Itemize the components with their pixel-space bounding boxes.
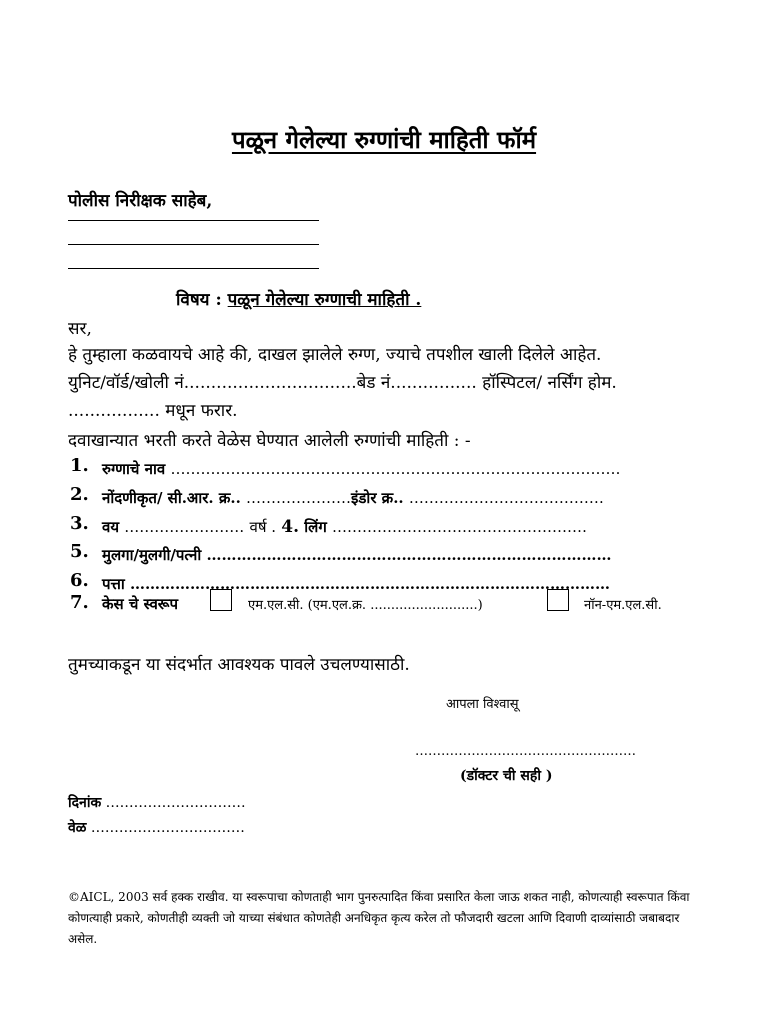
mlc-checkbox[interactable]	[210, 589, 232, 611]
non-mlc-checkbox[interactable]	[547, 589, 569, 611]
field-case-type-label: केस चे स्वरूप	[102, 595, 178, 613]
age-blank[interactable]: ……………………	[124, 518, 245, 536]
field-3-number: 3.	[70, 513, 89, 534]
copyright-footer: ©AICL, 2003 सर्व हक्क राखीव. या स्वरूपाचा कोणताही भाग पुनरुत्पादित किंवा प्रसारित केला जाऊ शकत नाही, कोणत्याही स्वरूपात किंवा कोणत्याही प्रकारे, कोणतीही व्यक्ती जो याच्या संबंधात कोणतेही अनधिकृत कृत्य करेल तो फौजदारी खटला आणि दिवाणी दाव्यांसाठी जबाबदार असेल.	[68, 890, 690, 946]
indoor-number-blank[interactable]: …………………………………	[408, 489, 604, 507]
field-relation: मुलगा/मुलगी/पत्नी ………………………………………………………………………	[102, 546, 612, 564]
non-mlc-option-label: नॉन-एम.एल.सी.	[584, 598, 662, 613]
form-title: पळून गेलेल्या रुग्णांची माहिती फॉर्म	[231, 125, 537, 154]
address-blank[interactable]: ……………………………………………………………………………………	[130, 575, 611, 593]
field-6-number: 6.	[70, 570, 89, 591]
address-line-1	[68, 220, 319, 221]
time-field: वेळ ……………………………	[68, 820, 245, 836]
yours-faithfully: आपला विश्वासू	[446, 697, 519, 712]
salutation: सर,	[68, 319, 92, 339]
field-registration: नोंदणीकृत/ सी.आर. क्र.. …………………इंडोर क्र.. …………………………………	[102, 489, 604, 507]
field-age-gender: वय …………………… वर्ष . 4. लिंग ……………………………………………	[102, 517, 588, 537]
field-address: पत्ता ……………………………………………………………………………………	[102, 575, 611, 593]
subject: विषय : पळून गेलेल्या रुग्णाची माहिती .	[176, 290, 422, 310]
gender-blank[interactable]: ……………………………………………	[332, 518, 588, 536]
cr-number-blank[interactable]: …………………	[246, 489, 352, 507]
relation-blank[interactable]: ………………………………………………………………………	[206, 546, 612, 564]
closing-line: तुमच्याकडून या संदर्भात आवश्यक पावले उचलण्यासाठी.	[68, 655, 410, 675]
paragraph-line-3: ................. मधून फरार.	[68, 401, 238, 421]
date-blank[interactable]: …………………………	[105, 795, 246, 811]
field-7-number: 7.	[70, 592, 89, 613]
addressee: पोलीस निरीक्षक साहेब,	[68, 191, 213, 211]
doctor-signature-label: (डॉक्टर ची सही )	[460, 768, 553, 784]
address-line-3	[68, 268, 319, 269]
field-1-number: 1.	[70, 455, 89, 476]
patient-name-blank[interactable]: ………………………………………………………………………………	[170, 460, 621, 478]
paragraph-line-4: दवाखान्यात भरती करते वेळेस घेण्यात आलेली रुग्णांची माहिती : -	[68, 431, 471, 451]
paragraph-line-2: युनिट/वॉर्ड/खोली नं................................बेड नं................ हॉस्पिटल/ नर्सिंग होम.	[68, 373, 617, 393]
address-line-2	[68, 244, 319, 245]
time-blank[interactable]: ……………………………	[90, 820, 245, 836]
mlc-option-label: एम.एल.सी. (एम.एल.क्र. ..........................)	[248, 598, 483, 613]
field-patient-name: रुग्णाचे नाव ………………………………………………………………………………	[102, 460, 621, 478]
field-5-number: 5.	[70, 541, 89, 562]
paragraph-line-1: हे तुम्हाला कळवायचे आहे की, दाखल झालेले रुग्ण, ज्याचे तपशील खाली दिलेले आहेत.	[68, 345, 602, 365]
signature-blank[interactable]: ……………………………………………	[415, 744, 636, 759]
field-2-number: 2.	[70, 484, 89, 505]
date-field: दिनांक …………………………	[68, 795, 246, 811]
